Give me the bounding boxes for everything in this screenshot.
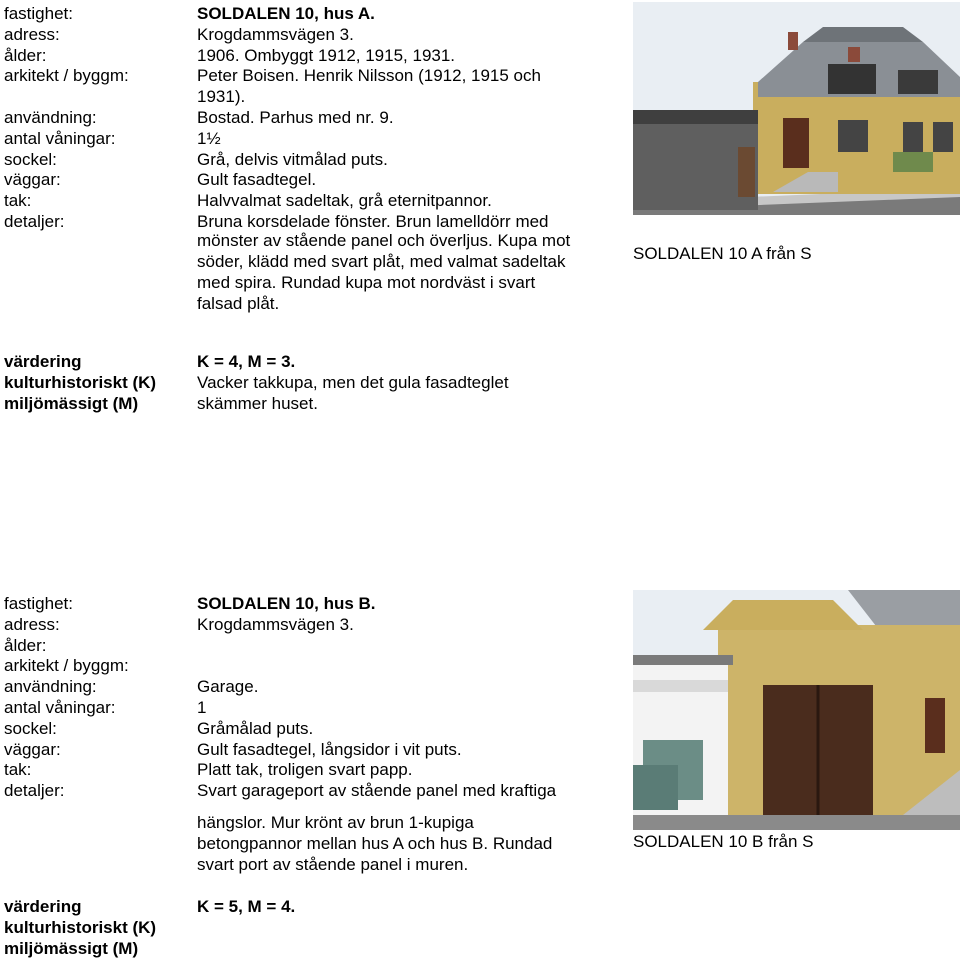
field-value: 1931). — [197, 87, 246, 107]
house-b-photo — [633, 590, 960, 830]
valuation-label: värdering — [4, 897, 82, 916]
field-value: Garage. — [197, 677, 259, 697]
field-value: Gult fasadtegel. — [197, 170, 317, 190]
valuation-label: miljömässigt (M) — [4, 394, 139, 413]
house-b-valuation — [197, 896, 617, 917]
field-label: sockel: — [4, 718, 57, 738]
field-label: antal våningar: — [4, 128, 116, 148]
detail-line: söder, klädd med svart plåt, med valmat sadeltak — [197, 252, 566, 271]
field-value: Halvvalmat sadeltak, grå eternitpannor. — [197, 191, 492, 211]
field-label: ålder: — [4, 45, 47, 65]
field-value: Grå, delvis vitmålad puts. — [197, 149, 388, 169]
field-value: 1½ — [197, 128, 221, 148]
house-b-caption: SOLDALEN 10 B från S — [633, 832, 814, 851]
field-label: detaljer: — [4, 212, 65, 231]
detail-line: svart port av stående panel i muren. — [197, 855, 469, 874]
field-label: användning: — [4, 108, 97, 127]
field-value: Krogdammsvägen 3. — [197, 24, 354, 44]
house-b-valuation-labels — [4, 896, 156, 959]
house-a-details-continued — [197, 230, 617, 314]
field-value: Platt tak, troligen svart papp. — [197, 760, 413, 780]
detail-line: falsad plåt. — [197, 294, 280, 313]
field-value: Gult fasadtegel, långsidor i vit puts. — [197, 739, 462, 759]
valuation-label: kulturhistoriskt (K) — [4, 373, 157, 392]
field-label: sockel: — [4, 149, 57, 169]
house-a-valuation-labels — [4, 351, 156, 414]
house-b-details-continued — [197, 812, 617, 875]
house-a-entry — [0, 0, 960, 440]
valuation-label: kulturhistoriskt (K) — [4, 918, 157, 937]
field-label: adress: — [4, 24, 60, 44]
house-b-entry — [0, 590, 960, 963]
field-label: väggar: — [4, 170, 61, 190]
valuation-score: K = 5, M = 4. — [197, 897, 296, 916]
field-value: 1906. Ombyggt 1912, 1915, 1931. — [197, 45, 456, 65]
field-label: användning: — [4, 677, 97, 697]
field-label: fastighet: — [4, 594, 73, 613]
detail-line: betongpannor mellan hus A och hus B. Rundad — [197, 834, 553, 853]
field-value: SOLDALEN 10, hus B. — [197, 594, 376, 613]
field-label: arkitekt / byggm: — [4, 656, 129, 676]
field-label: arkitekt / byggm: — [4, 66, 129, 86]
field-value: 1 — [197, 698, 207, 717]
field-value: Krogdammsvägen 3. — [197, 614, 354, 634]
field-value: Bruna korsdelade fönster. Brun lamelldörr med — [197, 212, 549, 231]
house-a-caption: SOLDALEN 10 A från S — [633, 244, 812, 263]
valuation-label: miljömässigt (M) — [4, 939, 139, 958]
detail-line: hängslor. Mur krönt av brun 1-kupiga — [197, 813, 474, 832]
detail-line: med spira. Rundad kupa mot nordväst i svart — [197, 273, 536, 292]
field-value: Svart garageport av stående panel med kraftiga — [197, 781, 557, 801]
field-label: adress: — [4, 614, 60, 634]
valuation-score: K = 4, M = 3. — [197, 352, 296, 371]
field-label: tak: — [4, 760, 32, 780]
field-label: antal våningar: — [4, 698, 116, 717]
field-label: tak: — [4, 191, 32, 211]
field-value: SOLDALEN 10, hus A. — [197, 4, 375, 23]
field-value: Gråmålad puts. — [197, 718, 314, 738]
detail-line: mönster av stående panel och överljus. Kupa mot — [197, 231, 571, 250]
field-label: fastighet: — [4, 4, 73, 23]
field-value: Peter Boisen. Henrik Nilsson (1912, 1915 och — [197, 66, 541, 86]
field-value: Bostad. Parhus med nr. 9. — [197, 108, 394, 127]
field-label: detaljer: — [4, 781, 65, 801]
house-a-photo — [633, 2, 960, 215]
house-a-photo-image — [633, 2, 960, 215]
valuation-text: Vacker takkupa, men det gula fasadteglet — [197, 373, 509, 392]
house-b-photo-image — [633, 590, 960, 830]
house-a-valuation — [197, 351, 617, 414]
field-label: ålder: — [4, 635, 47, 655]
field-label: väggar: — [4, 739, 61, 759]
valuation-text: skämmer huset. — [197, 394, 318, 413]
valuation-label: värdering — [4, 352, 82, 371]
